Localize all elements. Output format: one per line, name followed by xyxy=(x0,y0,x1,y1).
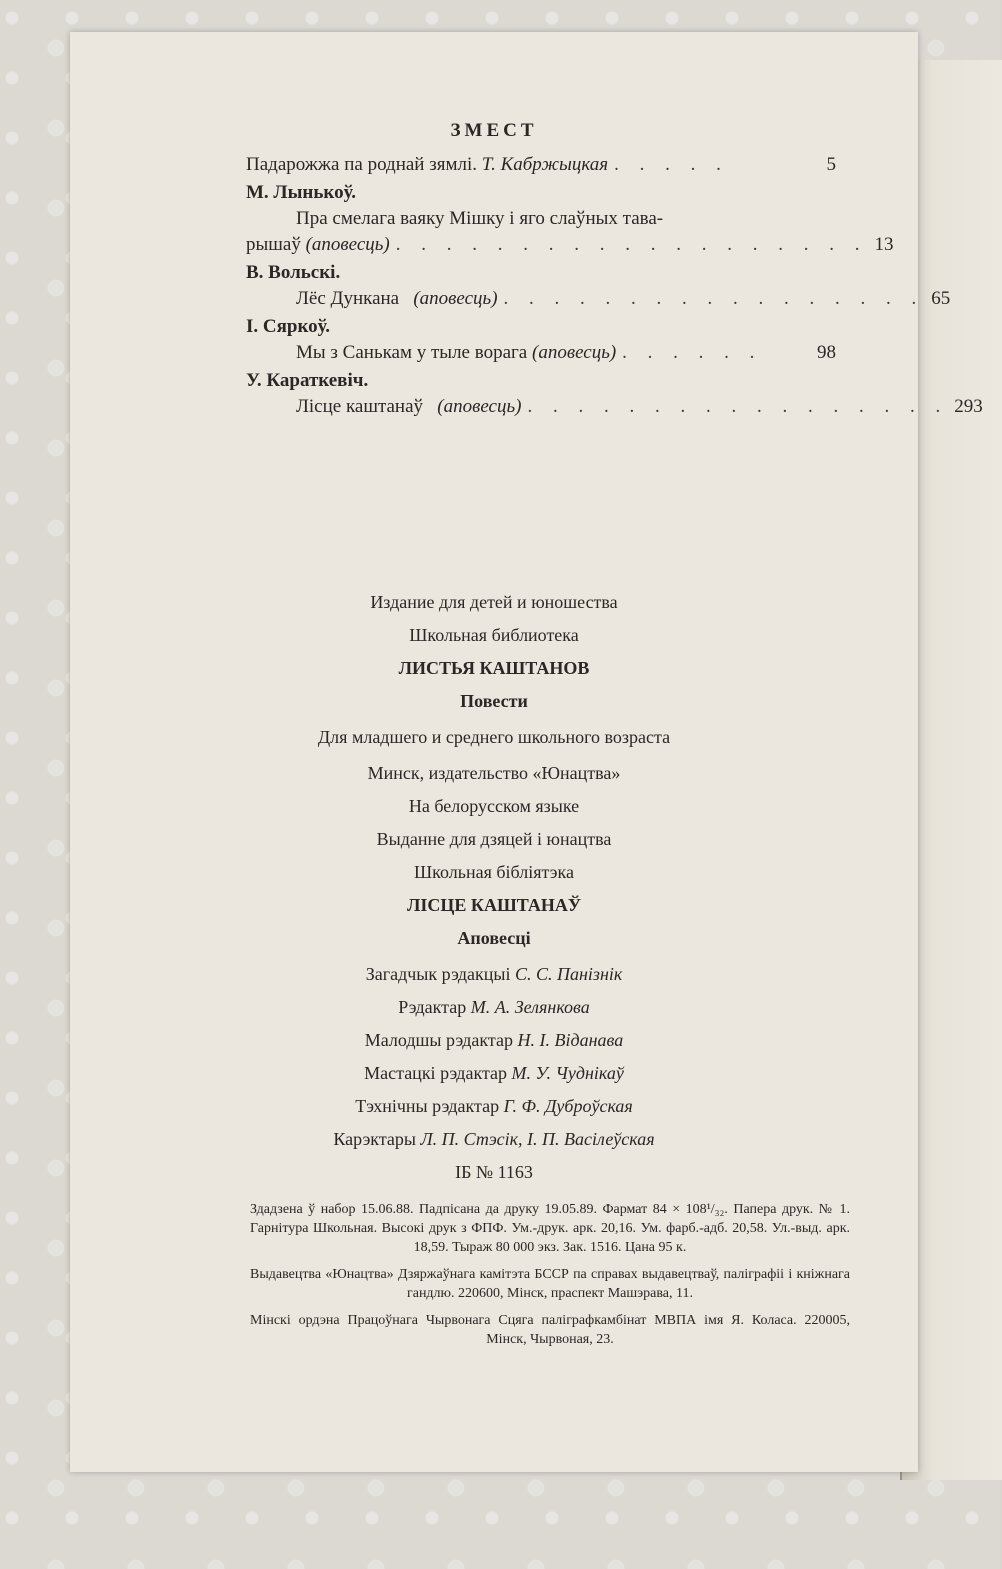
ru-publisher: Минск, издательство «Юнацтва» xyxy=(367,763,621,783)
credit-name: М. У. Чуднікаў xyxy=(511,1063,624,1083)
toc-entry-genre: (аповесць) xyxy=(305,234,390,255)
toc-entry-title: Мы з Санькам у тыле ворага xyxy=(296,342,528,363)
ib-number: ІБ № 1163 xyxy=(455,1162,533,1182)
publisher-address: Выдавецтва «Юнацтва» Дзяржаўнага камітэта БССР па справах выдавецтваў, паліграфіі і кніжнага гандлю. 220600, Мінск, праспект Машэрава, 11. xyxy=(250,1267,850,1301)
credit-line xyxy=(70,1125,918,1153)
ru-title: ЛИСТЬЯ КАШТАНОВ xyxy=(398,658,590,678)
imprint-block xyxy=(70,588,918,1191)
toc-leader-dots: . . . . . . . . . . . . . . . . . xyxy=(527,396,949,417)
toc-page-number: 65 xyxy=(931,288,951,309)
toc-entry-title: Лёс Дункана xyxy=(296,288,400,309)
ru-edition: Издание для детей и юношества xyxy=(370,592,618,612)
toc-entry-line xyxy=(246,340,836,366)
toc-entry-genre: (аповесць) xyxy=(413,288,498,309)
ru-series: Школьная библиотека xyxy=(409,625,579,645)
table-of-contents xyxy=(246,152,983,420)
fine-print xyxy=(250,1200,850,1357)
credit-name: М. А. Зелянкова xyxy=(470,997,590,1017)
toc-page-number: 293 xyxy=(954,396,983,417)
credit-role: Карэктары xyxy=(333,1129,416,1149)
toc-entry-genre: (аповесць) xyxy=(437,396,522,417)
by-genre: Аповесці xyxy=(457,928,531,948)
credit-line xyxy=(70,1092,918,1120)
ru-age: Для младшего и среднего школьного возраста xyxy=(317,727,671,747)
toc-entry-title: Лісце каштанаў xyxy=(296,396,424,417)
credit-role: Загадчык рэдакцыі xyxy=(365,964,511,984)
book-page xyxy=(70,32,983,1472)
toc-entry-intro xyxy=(246,152,836,178)
printer-address: Мінскі ордэна Працоўнага Чырвонага Сцяга паліграфкамбінат МВПА імя Я. Коласа. 220005, Мінск, Чырвоная, 23. xyxy=(250,1313,850,1347)
by-title: ЛІСЦЕ КАШТАНАЎ xyxy=(406,895,582,915)
credit-line xyxy=(70,1026,918,1054)
credit-role: Рэдактар xyxy=(398,997,467,1017)
toc-entry-title xyxy=(246,206,836,232)
toc-leader-dots: . . . . . xyxy=(614,154,729,175)
credit-line xyxy=(70,960,918,988)
credit-name: С. С. Панізнік xyxy=(514,964,623,984)
ru-language: На белорусском языке xyxy=(408,796,580,816)
toc-leader-dots: . . . . . . . . . . . . . . . . . . . xyxy=(395,234,868,255)
toc-author: В. Вольскі. xyxy=(246,262,341,283)
by-series: Школьная бібліятэка xyxy=(414,862,574,882)
credit-name: Г. Ф. Дуброўская xyxy=(503,1096,633,1116)
toc-author: М. Лынькоў. xyxy=(246,182,356,203)
credit-line xyxy=(70,1059,918,1087)
toc-leader-dots: . . . . . . . . . . . . . . . . . xyxy=(503,288,925,309)
technical-details: Здадзена ў набор 15.06.88. Падпісана да друку 19.05.89. Фармат 84 × 108¹/₃₂. Папера друк. № 1. Гарнітура Школьная. Высокі друк з ФПФ. Ум.-друк. арк. 20,16. Ум. фарб.-адб. 20,58. Ул.-выд. арк. 18,59. Тыраж 80 000 экз. Зак. 1516. Цана 95 к. xyxy=(250,1202,850,1255)
toc-author: У. Караткевіч. xyxy=(246,370,369,391)
toc-leader-dots: . . . . . . xyxy=(622,342,763,363)
ru-genre: Повести xyxy=(460,691,528,711)
credit-line xyxy=(70,993,918,1021)
toc-entry-title-line2: рышаў xyxy=(246,234,301,255)
credit-role: Тэхнічны рэдактар xyxy=(355,1096,500,1116)
toc-title: ЗМЕСТ xyxy=(450,120,538,141)
toc-entry-title-line1: Пра смелага ваяку Мішку і яго слаўных тава- xyxy=(296,208,664,229)
toc-page-number: 5 xyxy=(826,154,836,175)
by-edition: Выданне для дзяцей і юнацтва xyxy=(376,829,612,849)
toc-page-number: 98 xyxy=(817,342,836,363)
toc-entry-genre: (аповесць) xyxy=(532,342,617,363)
credit-name: Н. І. Віданава xyxy=(517,1030,624,1050)
toc-entry-line xyxy=(246,232,894,258)
toc-author: І. Сяркоў. xyxy=(246,316,331,337)
credit-role: Малодшы рэдактар xyxy=(364,1030,513,1050)
toc-entry-line xyxy=(246,394,983,420)
credit-name: Л. П. Стэсік, І. П. Васілеўская xyxy=(420,1129,655,1149)
credit-role: Мастацкі рэдактар xyxy=(364,1063,508,1083)
toc-page-number: 13 xyxy=(874,234,894,255)
toc-entry-line xyxy=(246,286,951,312)
toc-intro-author: Т. Кабржыцкая xyxy=(481,154,609,175)
toc-intro-title: Падарожжа па роднай зямлі. xyxy=(246,154,477,175)
